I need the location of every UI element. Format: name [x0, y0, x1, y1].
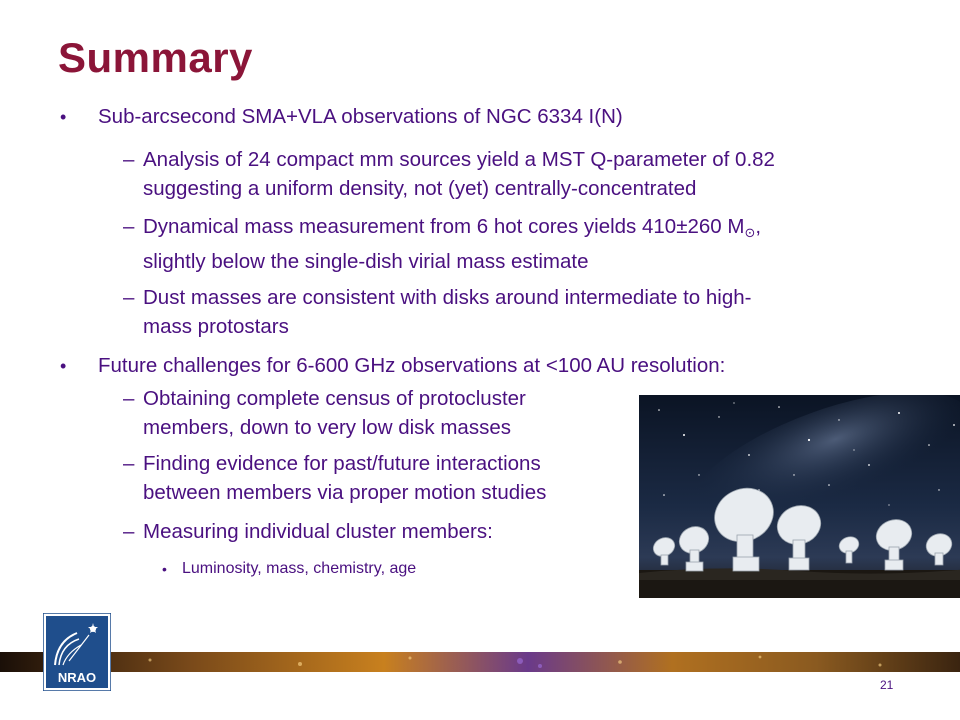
- nrao-logo: [43, 613, 111, 691]
- text-line: Obtaining complete census of protocluster: [143, 387, 526, 410]
- sub-bullet-text: [143, 449, 546, 507]
- text-line: Dust masses are consistent with disks around intermediate to high-: [143, 286, 752, 309]
- text-line: mass protostars: [143, 315, 289, 338]
- text-line: Finding evidence for past/future interactions: [143, 452, 541, 475]
- text-line: slightly below the single-dish virial mass estimate: [143, 250, 589, 273]
- telescope-photo-svg: [639, 395, 960, 598]
- dash-icon: –: [123, 387, 135, 410]
- bullet-dot-icon: •: [162, 561, 167, 577]
- text-line: Analysis of 24 compact mm sources yield a MST Q-parameter of 0.82: [143, 148, 775, 171]
- bullet-text: Sub-arcsecond SMA+VLA observations of NGC 6334 I(N): [98, 105, 623, 128]
- text-line: suggesting a uniform density, not (yet) centrally-concentrated: [143, 177, 697, 200]
- dash-icon: –: [123, 215, 135, 238]
- dash-icon: –: [123, 520, 135, 543]
- bullet-dot-icon: •: [60, 356, 67, 376]
- sub-bullet-text: [143, 212, 761, 276]
- sub-sub-bullet-text: Luminosity, mass, chemistry, age: [182, 560, 417, 577]
- bullet-dot-icon: •: [60, 107, 67, 127]
- text-line: Dynamical mass measurement from 6 hot cores yields 410±260 M: [143, 215, 745, 238]
- sub-bullet-text: [143, 283, 751, 341]
- logo-text: NRAO: [57, 670, 97, 685]
- sub-bullet-text: [143, 145, 775, 203]
- bullet-text: Future challenges for 6-600 GHz observations at <100 AU resolution:: [98, 354, 726, 377]
- text-line: between members via proper motion studies: [143, 481, 547, 504]
- sun-symbol-icon: ⊙: [744, 225, 756, 240]
- page-number: 21: [880, 678, 894, 692]
- sub-bullet-text: [143, 384, 526, 442]
- slide-title: Summary: [58, 34, 253, 81]
- text-line: members, down to very low disk masses: [143, 416, 511, 439]
- dash-icon: –: [123, 452, 135, 475]
- nrao-logo-svg: [43, 613, 111, 691]
- banner-svg: [0, 652, 960, 672]
- dash-icon: –: [123, 148, 135, 171]
- bottom-banner: [0, 652, 960, 672]
- dash-icon: –: [123, 286, 135, 309]
- sub-bullet-text: Measuring individual cluster members:: [143, 520, 493, 543]
- telescope-array-photo: [639, 395, 960, 598]
- text-line: ,: [755, 215, 762, 238]
